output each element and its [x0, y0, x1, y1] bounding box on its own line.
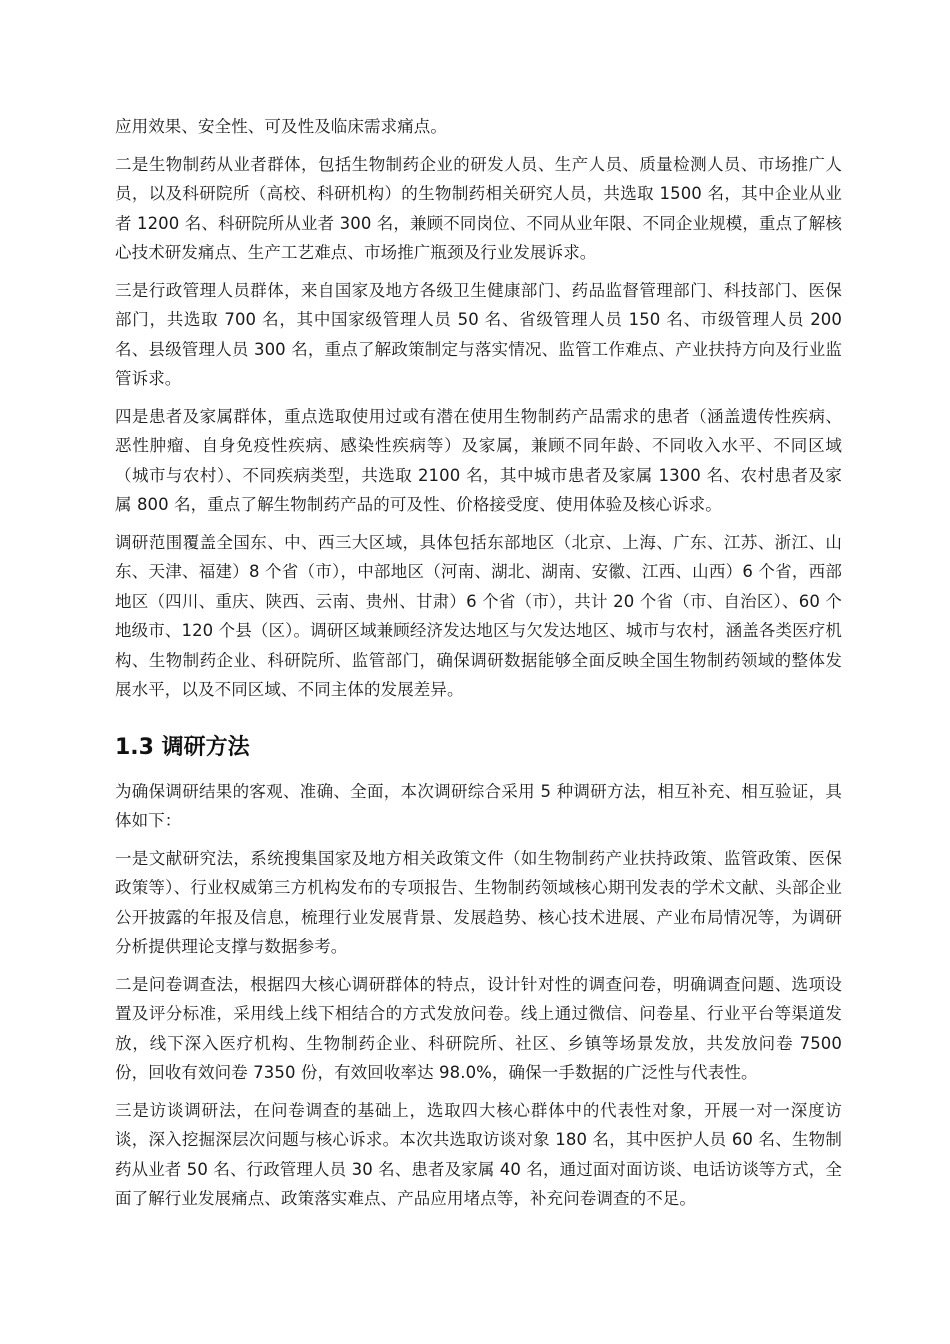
- paragraph-administrators: 三是行政管理人员群体，来自国家及地方各级卫生健康部门、药品监督管理部门、科技部门、医保部门，共选取 700 名，其中国家级管理人员 50 名、省级管理人员 150 名、市级管理人员 200 名、县级管理人员 300 名，重点了解政策制定与落实情况、监管工作难点、产业扶持方向及行业监管诉求。: [115, 280, 842, 388]
- paragraph-literature-method: 一是文献研究法，系统搜集国家及地方相关政策文件（如生物制药产业扶持政策、监管政策、医保政策等）、行业权威第三方机构发布的专项报告、生物制药领域核心期刊发表的学术文献、头部企业公开披露的年报及信息，梳理行业发展背景、发展趋势、核心技术进展、产业布局情况等，为调研分析提供理论支撑与数据参考。: [115, 848, 842, 956]
- paragraph-practitioners: 二是生物制药从业者群体，包括生物制药企业的研发人员、生产人员、质量检测人员、市场推广人员，以及科研院所（高校、科研机构）的生物制药相关研究人员，共选取 1500 名，其中企业从业者 1200 名、科研院所从业者 300 名，兼顾不同岗位、不同从业年限、不同企业规模，重点了解核心技术研发痛点、生产工艺难点、市场推广瓶颈及行业发展诉求。: [115, 154, 842, 262]
- paragraph-continuation: 应用效果、安全性、可及性及临床需求痛点。: [115, 117, 447, 136]
- paragraph-interview-method: 三是访谈调研法，在问卷调查的基础上，选取四大核心群体中的代表性对象，开展一对一深度访谈，深入挖掘深层次问题与核心诉求。本次共选取访谈对象 180 名，其中医护人员 60 名、生物制药从业者 50 名、行政管理人员 30 名、患者及家属 40 名，通过面对面访谈、电话访谈等方式，全面了解行业发展痛点、政策落实难点、产品应用堵点等，补充问卷调查的不足。: [115, 1100, 842, 1208]
- paragraph-methods-intro: 为确保调研结果的客观、准确、全面，本次调研综合采用 5 种调研方法，相互补充、相互验证，具体如下：: [115, 781, 842, 830]
- paragraph-survey-scope: 调研范围覆盖全国东、中、西三大区域，具体包括东部地区（北京、上海、广东、江苏、浙江、山东、天津、福建）8 个省（市），中部地区（河南、湖北、湖南、安徽、江西、山西）6 个省，西部地区（四川、重庆、陕西、云南、贵州、甘肃）6 个省（市），共计 20 个省（市、自治区）、60 个地级市、120 个县（区）。调研区域兼顾经济发达地区与欠发达地区、城市与农村，涵盖各类医疗机构、生物制药企业、科研院所、监管部门，确保调研数据能够全面反映全国生物制药领域的整体发展水平，以及不同区域、不同主体的发展差异。: [115, 532, 842, 699]
- paragraph-patients: 四是患者及家属群体，重点选取使用过或有潜在使用生物制药产品需求的患者（涵盖遗传性疾病、恶性肿瘤、自身免疫性疾病、感染性疾病等）及家属，兼顾不同年龄、不同收入水平、不同区域（城市与农村）、不同疾病类型，共选取 2100 名，其中城市患者及家属 1300 名、农村患者及家属 800 名，重点了解生物制药产品的可及性、价格接受度、使用体验及核心诉求。: [115, 406, 842, 514]
- document-page: [115, 112, 842, 1222]
- paragraph-questionnaire-method: 二是问卷调查法，根据四大核心调研群体的特点，设计针对性的调查问卷，明确调查问题、选项设置及评分标准，采用线上线下相结合的方式发放问卷。线上通过微信、问卷星、行业平台等渠道发放，线下深入医疗机构、生物制药企业、科研院所、社区、乡镇等场景发放，共发放问卷 7500 份，回收有效问卷 7350 份，有效回收率达 98.0%，确保一手数据的广泛性与代表性。: [115, 974, 842, 1082]
- section-heading: 1.3 调研方法: [115, 734, 250, 760]
